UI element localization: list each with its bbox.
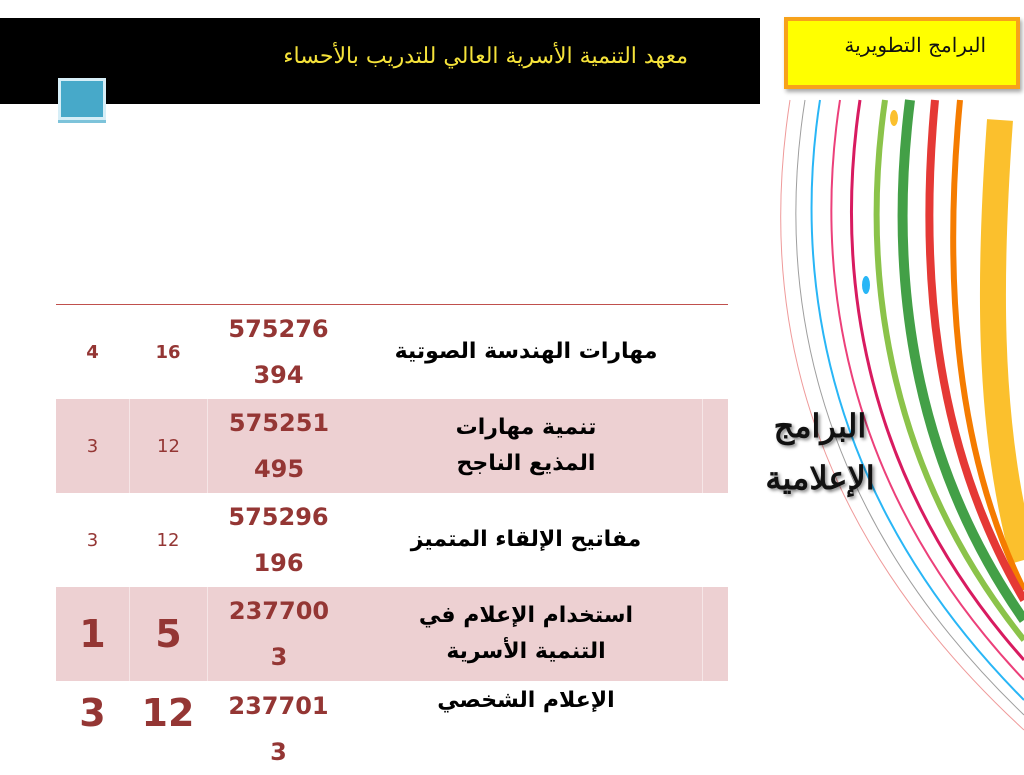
table-row — [56, 681, 728, 767]
badge-label: البرامج التطويرية — [844, 33, 986, 57]
hours-cell: 12 — [156, 529, 180, 551]
hours-cell: 12 — [129, 399, 207, 493]
sessions-cell: 3 — [86, 529, 99, 551]
table-row — [56, 587, 728, 681]
section-title-line-2: الإعلامية — [765, 459, 875, 497]
sessions-cell: 4 — [86, 341, 99, 363]
program-name-cell: تنمية مهارات المذيع الناجح — [455, 415, 597, 476]
hours-cell: 12 — [141, 691, 195, 735]
category-badge — [784, 17, 1020, 89]
hours-cell: 5 — [129, 587, 207, 681]
section-title — [745, 400, 895, 504]
table-row — [56, 399, 728, 493]
empty-cell — [702, 587, 728, 681]
code-cell: 237700 3 — [207, 587, 350, 681]
empty-cell — [702, 399, 728, 493]
section-title-line-1: البرامج — [773, 407, 867, 445]
header-bar — [0, 18, 760, 104]
empty-cell — [702, 493, 728, 587]
sessions-cell: 3 — [86, 435, 99, 457]
program-name-cell: مفاتيح الإلقاء المتميز — [410, 527, 642, 552]
code-cell: 237701 3 — [228, 692, 329, 766]
institute-title: معهد التنمية الأسرية العالي للتدريب بالأحساء — [283, 44, 688, 69]
program-name-cell: الإعلام الشخصي — [437, 688, 615, 713]
code-cell: 575296 196 — [228, 503, 329, 577]
sessions-cell: 1 — [79, 612, 106, 656]
blue-square-shape — [58, 78, 106, 120]
programs-table — [56, 304, 728, 767]
sessions-cell: 3 — [79, 691, 106, 735]
table-row — [56, 305, 728, 399]
empty-cell — [702, 305, 728, 399]
program-name-cell: مهارات الهندسة الصوتية — [394, 339, 658, 364]
code-cell: 575276 394 — [228, 315, 329, 389]
code-cell: 575251 495 — [207, 399, 350, 493]
table-row — [56, 493, 728, 587]
program-name-cell: استخدام الإعلام في التنمية الأسرية — [418, 603, 634, 664]
hours-cell: 16 — [155, 341, 181, 363]
